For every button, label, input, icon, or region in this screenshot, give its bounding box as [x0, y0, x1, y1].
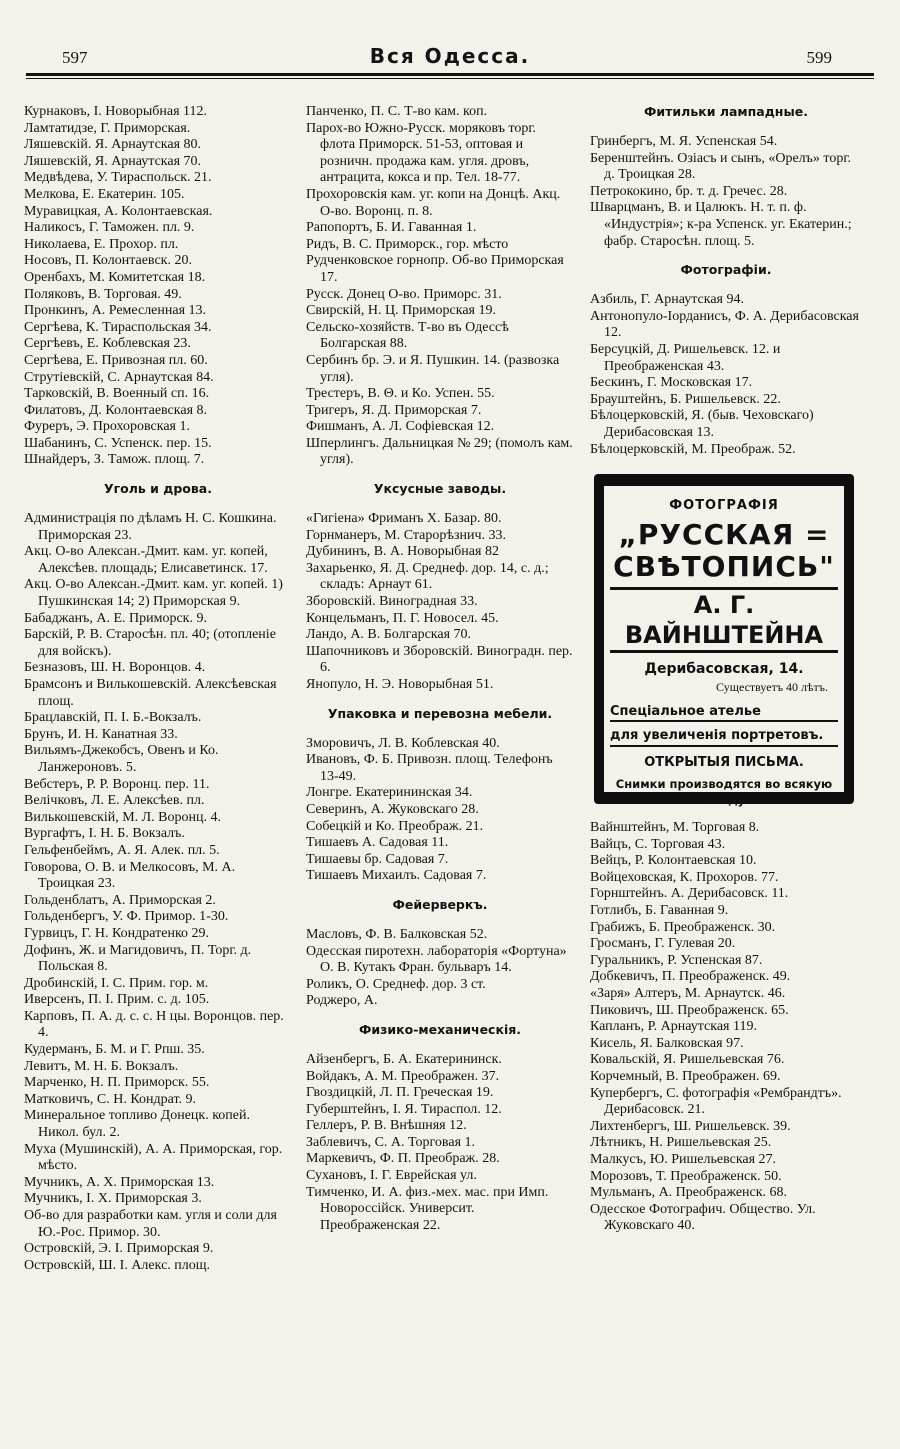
directory-entry: Зборовскій. Виноградная 33. — [306, 594, 478, 610]
running-title: Вся Одесса. — [369, 44, 531, 68]
directory-entry: Гринбергъ, М. Я. Успенская 54. — [590, 134, 778, 149]
page-header — [28, 40, 872, 76]
directory-entry: Островскій, Ш. I. Алекс. площ. — [24, 1257, 211, 1273]
directory-entry: Готлибъ, Б. Гаванная 9. — [590, 903, 729, 919]
directory-entry: Лихтенбергъ, Ш. Ришельевск. 39. — [590, 1118, 791, 1134]
directory-entry: Николаева, Е. Прохор. пл. — [24, 236, 179, 252]
directory-entry: Айзенбергъ, Б. А. Екатерининск. — [306, 1051, 502, 1067]
directory-entry: Масловъ, Ф. В. Балковская 52. — [306, 926, 488, 942]
header-rule-thin — [26, 78, 874, 79]
directory-entry: Прохоровскія кам. уг. копи на Донцѣ. Акц. О-во. Воронц. п. 8. — [306, 186, 561, 219]
directory-entry: Бѣлоцерковскій, М. Преображ. 52. — [590, 441, 796, 457]
directory-entry: Зморовичъ, Л. В. Коблевская 40. — [306, 735, 500, 751]
directory-entry: Маркевичъ, Ф. П. Преображ. 28. — [306, 1151, 500, 1167]
ad-line-russkaya: „РУССКАЯ = — [618, 517, 830, 551]
directory-entry: Оренбахъ, М. Комитетская 18. — [24, 269, 206, 285]
directory-entry: Сельско-хозяйств. Т-во въ Одессѣ Болгарская 88. — [306, 319, 509, 352]
directory-entry: Берсуцкій, Д. Ришельевск. 12. и Преображенская 43. — [590, 341, 781, 374]
entry-list — [306, 736, 574, 885]
ad-line-svetopis: СВѢТОПИСЬ" — [613, 549, 835, 583]
directory-entry: Мучникъ, I. Х. Приморская 3. — [24, 1191, 202, 1207]
entry-list — [24, 511, 292, 1274]
directory-entry: Рапопортъ, Б. И. Гаванная 1. — [306, 220, 477, 236]
directory-entry: Говорова, О. В. и Мелкосовъ, М. А. Троицкая 23. — [24, 859, 236, 892]
page-number-right: 599 — [806, 48, 832, 67]
directory-entry: Мелкова, Е. Екатерин. 105. — [24, 186, 185, 202]
directory-entry: Одесская пиротехн. лабораторія «Фортуна» О. В. Кутакъ Фран. бульваръ 14. — [306, 943, 567, 976]
column-2 — [306, 104, 574, 1234]
directory-entry: Грабижъ, Б. Преображенск. 30. — [590, 919, 776, 935]
directory-entry: Марченко, Н. П. Приморск. 55. — [24, 1075, 210, 1091]
directory-entry: Добкевичъ, П. Преображенск. 49. — [590, 969, 791, 985]
section-heading: Упаковка и перевозна мебели. — [327, 705, 553, 721]
directory-entry: Вилькошевскій, М. Л. Воронц. 4. — [24, 809, 221, 825]
directory-entry: Корчемный, В. Преображен. 69. — [590, 1069, 781, 1084]
directory-entry: Бескинъ, Г. Московская 17. — [590, 375, 753, 391]
directory-entry: Сергѣева, Е. Привозная пл. 60. — [24, 352, 208, 368]
directory-entry: Поляковъ, В. Торговая. 49. — [24, 286, 182, 302]
directory-entry: Тарковскій, В. Военный сп. 16. — [24, 386, 210, 402]
directory-entry: Гельфенбеймъ, А. Я. Алек. пл. 5. — [24, 842, 220, 858]
directory-entry: Безназовъ, Ш. Н. Воронцов. 4. — [24, 660, 206, 676]
directory-entry: Матковичъ, С. Н. Кондрат. 9. — [24, 1091, 197, 1107]
directory-entry: Парох-во Южно-Русск. моряковъ торг. флота Приморск. 51-53, оптовая и розничн. продажа кам. угля. дровъ, антрацита, кокса и пр. Тел. 18-77. — [306, 120, 537, 186]
ad-line-address: Дерибасовская, 14. — [644, 660, 804, 677]
directory-entry: Капланъ, Р. Арнаутская 119. — [590, 1019, 757, 1035]
directory-entry: Сербинъ бр. Э. и Я. Пушкин. 14. (развозка угля). — [306, 352, 560, 385]
entry-list — [306, 927, 574, 1010]
directory-entry: Захарьенко, Я. Д. Среднеф. дор. 14, с. д.; складъ: Арнаут 61. — [306, 560, 549, 593]
directory-entry: Кудерманъ, Б. М. и Г. Рпш. 35. — [24, 1042, 205, 1058]
directory-entry: Фишманъ, А. Л. Софіевская 12. — [306, 419, 495, 435]
directory-entry: Беренштейнъ. Озіасъ и сынъ, «Орелъ» торг. д. Троицкая 28. — [590, 150, 851, 183]
directory-entry: Пиковичъ, Ш. Преображенск. 65. — [590, 1002, 789, 1018]
directory-entry: Шварцманъ, В. и Цалюкъ. Н. т. п. ф. «Индустрія»; к-ра Успенск. уг. Екатерин.; фабр. Старосѣн. площ. 5. — [590, 200, 852, 249]
directory-entry: Островскій, Э. I. Приморская 9. — [24, 1241, 214, 1257]
directory-entry: Гуральникъ, Р. Успенская 87. — [590, 952, 763, 968]
directory-entry: Ридъ, В. С. Приморск., гор. мѣсто — [306, 236, 509, 252]
directory-entry: Сухановъ, I. Г. Еврейская ул. — [306, 1168, 477, 1184]
directory-entry: Вургафтъ, I. Н. Б. Вокзалъ. — [24, 826, 185, 842]
entry-list — [590, 820, 862, 1235]
directory-entry: Сергѣева, К. Тираспольская 34. — [24, 319, 212, 335]
section-heading: Фитильки лампадные. — [644, 104, 808, 119]
directory-entry: Дубининъ, В. А. Новорыбная 82 — [306, 544, 499, 560]
directory-entry: Тишаевъ А. Садовая 11. — [306, 835, 449, 851]
directory-entry: Собецкій и Ко. Преображ. 21. — [306, 818, 484, 834]
directory-entry: Бѣлоцерковскій, Я. (быв. Чеховскаго) Дерибасовская 13. — [590, 408, 814, 440]
directory-entry: Брунъ, И. Н. Канатная 33. — [24, 726, 178, 742]
entry-list — [306, 104, 574, 469]
directory-entry: Мучникъ, А. Х. Приморская 13. — [24, 1174, 215, 1190]
directory-entry: Тишаевы бр. Садовая 7. — [306, 851, 449, 867]
entry-list — [306, 511, 574, 694]
directory-entry: Сергѣевъ, Е. Коблевская 23. — [24, 336, 191, 352]
ad-line-weather: Снимки производятся во всякую погоду. — [615, 776, 833, 808]
directory-entry: Лонгре. Екатерининская 34. — [306, 785, 473, 801]
entry-list — [306, 1052, 574, 1235]
directory-entry: Концельманъ, П. Г. Новосел. 45. — [306, 610, 499, 626]
directory-entry: Роликъ, О. Среднеф. дор. 3 ст. — [306, 976, 486, 992]
directory-entry: Тишаевъ Михаилъ. Садовая 7. — [306, 868, 487, 884]
directory-entry: Курнаковъ, I. Новорыбная 112. — [24, 104, 208, 119]
entry-list — [590, 134, 862, 250]
entry-list — [590, 292, 862, 458]
directory-entry: Лѣтникъ, Н. Ришельевская 25. — [590, 1135, 772, 1151]
directory-entry: Войцеховская, К. Прохоров. 77. — [590, 869, 779, 885]
directory-entry: Ляшевскій, Я. Арнаутская 70. — [24, 153, 202, 169]
column-1 — [24, 104, 292, 1274]
ad-line-photography: ФОТОГРАФІЯ — [669, 498, 779, 514]
ad-line-portraits: для увеличенія портретовъ. — [610, 728, 838, 747]
directory-entry: Трестеръ, В. Θ. и Ко. Успен. 55. — [306, 386, 495, 402]
directory-entry: «Заря» Алтеръ, М. Арнаутск. 46. — [590, 986, 786, 1002]
directory-entry: Пронкинъ, А. Ремесленная 13. — [24, 303, 207, 319]
section-heading: Фотографіи. — [680, 262, 772, 278]
directory-entry: Вебстеръ, Р. Р. Воронц. пер. 11. — [24, 776, 210, 792]
directory-entry: Карповъ, П. А. д. с. с. Н цы. Воронцов. пер. 4. — [24, 1008, 284, 1041]
column-3 — [590, 104, 862, 1235]
ad-line-atelier: Спеціальное ателье — [610, 704, 838, 723]
header-rule-thick — [26, 73, 874, 76]
directory-entry: Роджеро, А. — [306, 993, 378, 1009]
directory-entry: Шперлингъ. Дальницкая № 29; (помолъ кам. угля). — [306, 435, 573, 468]
directory-entry: Ландо, А. В. Болгарская 70. — [306, 627, 472, 643]
directory-entry: Заблевичъ, С. А. Торговая 1. — [306, 1134, 476, 1150]
directory-entry: Панченко, П. С. Т-во кам. коп. — [306, 104, 488, 119]
directory-entry: Левитъ, М. Н. Б. Вокзалъ. — [24, 1058, 179, 1074]
directory-entry: Носовъ, П. Колонтаевск. 20. — [24, 253, 192, 269]
directory-entry: Брауштейнъ, Б. Ришельевск. 22. — [590, 391, 781, 407]
directory-entry: Вейцъ, Р. Колонтаевская 10. — [590, 853, 757, 869]
directory-entry: Купербергъ, С. фотографія «Рембрандтъ». Дерибасовск. 21. — [590, 1085, 842, 1118]
directory-entry: Морозовъ, Т. Преображенск. 50. — [590, 1168, 782, 1184]
section-heading: Фейерверкъ. — [392, 896, 488, 912]
directory-entry: Гросманъ, Г. Гулевая 20. — [590, 936, 736, 952]
directory-entry: Тригеръ, Я. Д. Приморская 7. — [306, 402, 482, 418]
directory-entry: Русск. Донец О-во. Приморс. 31. — [306, 286, 502, 302]
directory-entry: Муравицкая, А. Колонтаевская. — [24, 203, 213, 219]
directory-entry: Ковальскій, Я. Ришельевская 76. — [590, 1052, 785, 1068]
directory-entry: Вайнштейнъ, М. Торговая 8. — [590, 820, 760, 836]
directory-entry: Брацлавскій, П. I. Б.-Вокзалъ. — [24, 710, 202, 726]
directory-entry: Шапочниковъ и Зборовскій. Виноградн. пер. 6. — [306, 643, 573, 676]
entry-list — [24, 104, 292, 469]
directory-entry: Гольденбергъ, У. Ф. Примор. 1-30. — [24, 909, 229, 925]
directory-entry: Ляшевскій. Я. Арнаутская 80. — [24, 137, 202, 153]
directory-entry: Северинъ, А. Жуковскаго 28. — [306, 801, 479, 817]
directory-entry: Горнманеръ, М. Старорѣзнич. 33. — [306, 527, 507, 543]
directory-entry: Наликосъ, Г. Таможен. пл. 9. — [24, 220, 195, 236]
section-heading: Уголь и дрова. — [103, 481, 212, 497]
directory-entry: Вильямъ-Джекобсъ, Овенъ и Ко. Ланжероновъ. 5. — [24, 743, 219, 775]
directory-entry: Ивановъ, Ф. Б. Привозн. площ. Телефонъ 13-49. — [306, 752, 553, 784]
directory-entry: Струтіевскій, С. Арнаутская 84. — [24, 369, 214, 385]
section-heading: Физико-механическія. — [358, 1021, 522, 1037]
directory-entry: Тимченко, И. А. физ.-мех. мас. при Имп. Новороссійск. Университ. Преображенская 22. — [306, 1184, 549, 1233]
directory-entry: Дофинъ, Ж. и Магидовичъ, П. Торг. д. Польская 8. — [24, 942, 252, 975]
page-number-left: 597 — [62, 48, 88, 67]
directory-entry: Горнштейнъ. А. Дерибасовск. 11. — [590, 886, 789, 902]
directory-entry: Геллеръ, Р. В. Внѣшняя 12. — [306, 1118, 467, 1134]
advertisement-content — [604, 486, 844, 808]
directory-entry: Шнайдеръ, З. Тамож. площ. 7. — [24, 452, 205, 468]
directory-entry: Дробинскій, I. С. Прим. гор. м. — [24, 975, 209, 991]
directory-entry: Мульманъ, А. Преображенск. 68. — [590, 1185, 788, 1201]
directory-entry: Фуреръ, Э. Прохоровская 1. — [24, 419, 190, 435]
directory-entry: Велічковъ, Л. Е. Алексѣев. пл. — [24, 793, 205, 809]
directory-entry: Минеральное топливо Донецк. копей. Никол. бул. 2. — [24, 1108, 250, 1141]
ad-line-owner: А. Г. ВАЙНШТЕЙНА — [610, 587, 838, 653]
directory-entry: Войдакъ, А. М. Преображен. 37. — [306, 1068, 500, 1084]
directory-entry: Ламтатидзе, Г. Приморская. — [24, 120, 191, 136]
directory-entry: Гурвицъ, Г. Н. Кондратенко 29. — [24, 925, 210, 941]
directory-entry: Иверсенъ, П. I. Прим. с. д. 105. — [24, 992, 210, 1008]
directory-entry: Бабаджанъ, А. Е. Приморск. 9. — [24, 610, 207, 626]
directory-entry: Азбиль, Г. Арнаутская 94. — [590, 292, 744, 308]
directory-entry: Одесское Фотографич. Общество. Ул. Жуковскаго 40. — [590, 1201, 816, 1234]
ad-line-years: Существуетъ 40 лѣтъ. — [716, 680, 828, 695]
directory-entry: Антонопуло-Іорданисъ, Ф. А. Дерибасовская 12. — [590, 308, 859, 341]
directory-entry: Муха (Мушинскій), А. А. Приморская, гор. мѣсто. — [24, 1141, 283, 1174]
directory-entry: Кисель, Я. Балковская 97. — [590, 1035, 744, 1051]
directory-entry: Медвѣдева, У. Тираспольск. 21. — [24, 170, 212, 186]
directory-entry: Гольденблатъ, А. Приморская 2. — [24, 892, 216, 908]
directory-entry: Петрококино, бр. т. д. Гречес. 28. — [590, 183, 788, 199]
directory-entry: Брамсонъ и Вилькошевскій. Алексѣевская площ. — [24, 677, 277, 709]
directory-entry: Гвоздицкій, Л. П. Греческая 19. — [306, 1085, 494, 1101]
directory-entry: Барскій, Р. В. Старосѣн. пл. 40; (отопленіе для войскъ). — [24, 627, 276, 659]
directory-entry: «Гигіена» Фриманъ Х. Базар. 80. — [306, 511, 502, 527]
directory-entry: Администрація по дѣламъ Н. С. Кошкина. Приморская 23. — [24, 511, 277, 543]
directory-entry: Вайцъ, С. Торговая 43. — [590, 836, 726, 852]
directory-entry: Акц. О-во Алексан.-Дмит. кам. уг. копей, Алексѣев. площадь; Елисаветинск. 17. — [24, 544, 268, 576]
advertisement-box — [594, 474, 854, 808]
directory-entry: Филатовъ, Д. Колонтаевская 8. — [24, 402, 208, 418]
directory-entry: Янопуло, Н. Э. Новорыбная 51. — [306, 677, 494, 692]
ad-line-postcards: ОТКРЫТЫЯ ПИСЬМА. — [644, 755, 804, 771]
directory-entry: Об-во для разработки кам. угля и соли для Ю.-Рос. Примор. 30. — [24, 1208, 277, 1240]
section-heading: Уксусные заводы. — [373, 481, 507, 497]
directory-entry: Губерштейнъ, I. Я. Тираспол. 12. — [306, 1101, 502, 1117]
directory-entry: Малкусъ, Ю. Ришельевская 27. — [590, 1151, 777, 1167]
directory-entry: Акц. О-во Алексан.-Дмит. кам. уг. копей. 1) Пушкинская 14; 2) Приморская 9. — [24, 577, 283, 610]
directory-entry: Шабанинъ, С. Успенск. пер. 15. — [24, 435, 212, 451]
directory-entry: Рудченковское горнопр. Об-во Приморская 17. — [306, 253, 564, 285]
directory-entry: Свирскій, Н. Ц. Приморская 19. — [306, 303, 496, 319]
